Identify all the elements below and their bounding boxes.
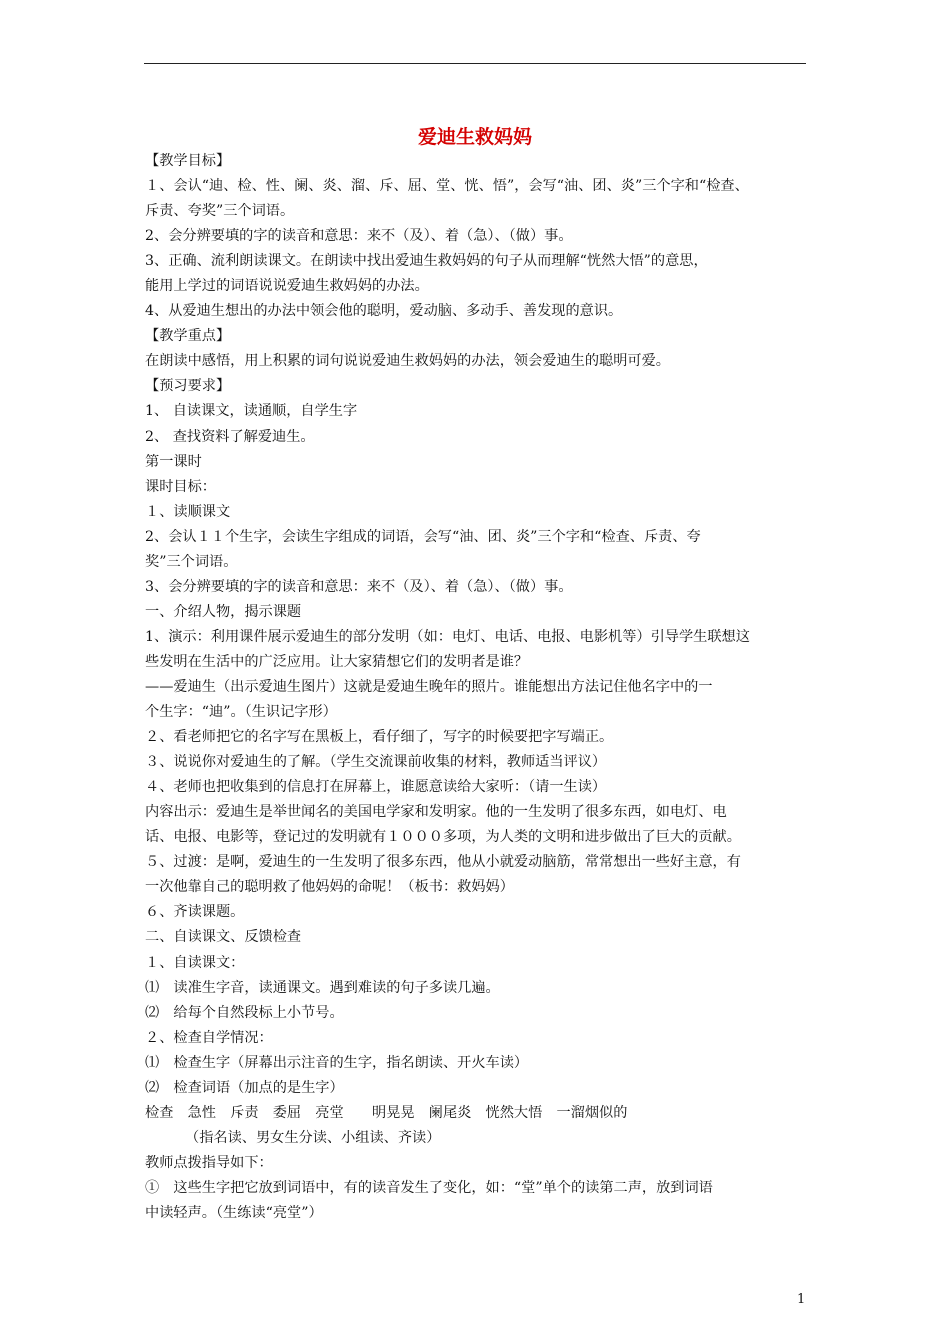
text-line: 斥责、夸奖”三个词语。 xyxy=(145,203,295,220)
text-line: 检查 急性 斥责 委屈 亮堂 明晃晃 阑尾炎 恍然大悟 一溜烟似的 xyxy=(145,1104,628,1121)
text-line: 4、从爱迪生想出的办法中领会他的聪明，爱动脑、多动手、善发现的意识。 xyxy=(145,303,623,320)
text-line: 3、正确、流利朗读课文。在朗读中找出爱迪生救妈妈的句子从而理解“恍然大悟”的意思， xyxy=(145,253,708,270)
text-line: （指名读、男女生分读、小组读、齐读） xyxy=(185,1129,441,1146)
text-line: 教师点拨指导如下： xyxy=(145,1154,273,1171)
document-body xyxy=(145,149,815,1226)
text-line: ６、齐读课题。 xyxy=(145,904,245,921)
text-line: 在朗读中感悟，用上积累的词句说说爱迪生救妈妈的办法，领会爱迪生的聪明可爱。 xyxy=(145,353,670,370)
text-line: ① 这些生字把它放到词语中，有的读音发生了变化，如：“堂”单个的读第二声，放到词语 xyxy=(145,1179,713,1196)
text-line: 【教学重点】 xyxy=(145,328,231,345)
text-line: 个生字：“迪”。（生识记字形） xyxy=(145,704,337,721)
text-line: 1、演示：利用课件展示爱迪生的部分发明（如：电灯、电话、电报、电影机等）引导学生联想这 xyxy=(145,628,750,645)
text-line: ⑵ 给每个自然段标上小节号。 xyxy=(145,1004,344,1021)
text-line: 第一课时 xyxy=(145,453,202,470)
page-number: 1 xyxy=(797,1292,806,1307)
text-line: ⑵ 检查词语（加点的是生字） xyxy=(145,1079,344,1096)
text-line: 能用上学过的词语说说爱迪生救妈妈的办法。 xyxy=(145,278,429,295)
text-line: 1、 自读课文，读通顺，自学生字 xyxy=(145,403,358,420)
text-line: 中读轻声。（生练读“亮堂”） xyxy=(145,1204,323,1221)
text-line: 课时目标： xyxy=(145,478,216,495)
header-rule xyxy=(144,63,806,64)
text-line: 些发明在生活中的广泛应用。让大家猜想它们的发明者是谁？ xyxy=(145,653,529,670)
text-line: １、读顺课文 xyxy=(145,503,231,520)
text-line: ３、说说你对爱迪生的了解。（学生交流课前收集的材料，教师适当评议） xyxy=(145,754,607,771)
text-line: 话、电报、电影等，登记过的发明就有１０００多项，为人类的文明和进步做出了巨大的贡献。 xyxy=(145,829,741,846)
text-line: ２、看老师把它的名字写在黑板上，看仔细了，写字的时候要把字写端正。 xyxy=(145,729,614,746)
text-line: ５、过渡：是啊，爱迪生的一生发明了很多东西，他从小就爱动脑筋，常常想出一些好主意，有 xyxy=(145,854,741,871)
text-line: 一、介绍人物，揭示课题 xyxy=(145,603,302,620)
text-line: 【教学目标】 xyxy=(145,153,231,169)
text-line: １、自读课文： xyxy=(145,954,245,971)
text-line: 2、会认１１个生字，会读生字组成的词语，会写“油、团、炎”三个字和“检查、斥责、夸 xyxy=(145,528,701,545)
text-line: 一次他靠自己的聪明救了他妈妈的命呢！（板书：救妈妈） xyxy=(145,879,514,896)
text-line: 3、会分辨要填的字的读音和意思：来不（及）、着（急）、（做）事。 xyxy=(145,578,573,595)
text-line: ——爱迪生（出示爱迪生图片）这就是爱迪生晚年的照片。谁能想出方法记住他名字中的一 xyxy=(145,678,713,695)
text-line: 2、 查找资料了解爱迪生。 xyxy=(145,428,315,445)
text-line: 奖”三个词语。 xyxy=(145,553,238,570)
text-line: ４、老师也把收集到的信息打在屏幕上，谁愿意读给大家听：（请一生读） xyxy=(145,779,607,796)
text-line: ⑴ 检查生字（屏幕出示注音的生字，指名朗读、开火车读） xyxy=(145,1054,529,1071)
document-title: 爱迪生救妈妈 xyxy=(417,126,532,148)
text-line: ２、检查自学情况： xyxy=(145,1029,273,1046)
text-line: １、会认“迪、检、性、阑、炎、溜、斥、屈、堂、恍、悟”，会写“油、团、炎”三个字和“检查、 xyxy=(145,178,749,195)
text-line: 内容出示：爱迪生是举世闻名的美国电学家和发明家。他的一生发明了很多东西，如电灯、电 xyxy=(145,804,727,821)
text-line: 2、会分辨要填的字的读音和意思：来不（及）、着（急）、（做）事。 xyxy=(145,228,573,245)
text-line: 【预习要求】 xyxy=(145,378,231,395)
text-line: 二、自读课文、反馈检查 xyxy=(145,929,302,946)
text-line: ⑴ 读准生字音，读通课文。遇到难读的句子多读几遍。 xyxy=(145,979,500,996)
